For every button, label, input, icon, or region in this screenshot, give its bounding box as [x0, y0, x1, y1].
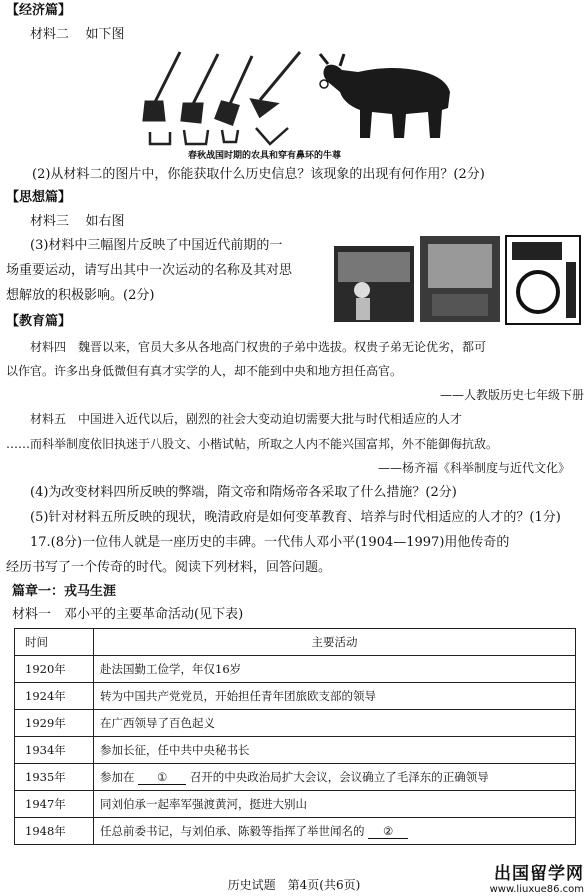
- question-3-line-3: 想解放的积极影响。(2分): [6, 288, 155, 303]
- table-row: [15, 791, 576, 818]
- material4-line-2: 以作官。许多出身低微但有真才实学的人，却不能到中央和地方担任高官。: [6, 364, 403, 378]
- question-3-line-1: (3)材料中三幅图片反映了中国近代前期的一: [30, 238, 283, 253]
- econ-heading: 【经济篇】: [6, 3, 72, 18]
- chapter-1-heading: 篇章一：戎马生涯: [12, 584, 117, 599]
- edu-heading: 【教育篇】: [6, 314, 72, 329]
- table-row: [15, 710, 576, 737]
- material5-line-1: 材料五 中国进入近代以后，剧烈的社会大变动迫切需要大批与时代相适应的人才: [30, 412, 463, 426]
- table-cell-activity: 转为中国共产党党员，开始担任青年团旅欧支部的领导: [94, 683, 576, 710]
- material4-source: ——人教版历史七年级下册: [439, 388, 584, 402]
- table-row: [15, 656, 576, 683]
- table-cell-activity: 在广西领导了百色起义: [94, 710, 576, 737]
- hoe-tool-1: [144, 52, 180, 120]
- activity-text-pre: 参加在: [100, 770, 135, 784]
- plow-tool: [252, 52, 300, 116]
- watermark-name: 出国留学网: [494, 864, 584, 884]
- ox-zun-figure: [314, 52, 464, 147]
- table-row: [15, 818, 576, 845]
- table-cell-year: 1924年: [15, 683, 94, 710]
- question-5: (5)针对材料五所反映的现状，晚清政府是如何变革教育、培养与时代相适应的人才的？(1分): [30, 510, 561, 525]
- question-17-line-2: 经历书写了一个传奇的时代。阅读下列材料，回答问题。: [6, 560, 332, 575]
- table-cell-year: 1935年: [15, 764, 94, 791]
- table-cell-year: 1947年: [15, 791, 94, 818]
- question-4: (4)为改变材料四所反映的弊端，隋文帝和隋炀帝各采取了什么措施？(2分): [30, 485, 457, 500]
- material3-text: 如右图: [85, 214, 125, 229]
- table-cell-year: 1920年: [15, 656, 94, 683]
- blank-2[interactable]: ②: [368, 824, 408, 839]
- activity-text-pre: 任总前委书记，与刘伯承、陈毅等指挥了举世闻名的: [100, 824, 365, 838]
- question-17-line-1: 17.(8分)一位伟人就是一座历史的丰碑。一代伟人邓小平(1904—1997)用他传奇的: [30, 535, 510, 550]
- table-row: [15, 764, 576, 791]
- hoe-tool-2: [182, 54, 218, 122]
- table-cell-year: 1948年: [15, 818, 94, 845]
- material1-line: 材料一 邓小平的主要革命活动(见下表): [12, 607, 244, 622]
- table-cell-activity: [94, 764, 576, 791]
- table-cell-activity: 参加长征，任中共中央秘书长: [94, 737, 576, 764]
- question-2: (2)从材料二的图片中，你能获取什么历史信息？该现象的出现有何作用？(2分): [32, 167, 485, 182]
- table-header-time: 时间: [15, 629, 94, 656]
- table-header-activity: 主要活动: [94, 629, 576, 656]
- question-3-line-2: 场重要运动，请写出其中一次运动的名称及其对思: [6, 263, 293, 278]
- table-cell-year: 1934年: [15, 737, 94, 764]
- thought-heading: 【思想篇】: [6, 190, 72, 205]
- table-header-row: [15, 629, 576, 656]
- material4-line-1: 材料四 魏晋以来，官员大多从各地高门权贵的子弟中选拔。权贵子弟无论优劣，都可: [30, 340, 487, 354]
- photo-2: [420, 236, 500, 322]
- material2-text: 如下图: [85, 27, 125, 42]
- watermark-url: www.liuxue86.com: [489, 884, 584, 895]
- material5-source: ——杨齐福《科举制度与近代文化》: [377, 461, 570, 475]
- table-row: [15, 737, 576, 764]
- spade-tool: [216, 56, 252, 124]
- material3-line: [30, 213, 125, 231]
- farm-tools-figure: [140, 44, 320, 154]
- blank-1[interactable]: ①: [138, 770, 186, 785]
- table-row: [15, 683, 576, 710]
- photo-3: [506, 236, 580, 324]
- movement-photos: [332, 228, 582, 328]
- material2-label: 材料二: [30, 27, 70, 42]
- photo-1: [334, 246, 414, 322]
- site-watermark: [490, 859, 584, 895]
- material2-line: [30, 26, 125, 44]
- page-footer: 历史试题 第4页(共6页): [227, 878, 361, 892]
- tool-heads: [150, 128, 288, 144]
- revolutionary-activities-table: [14, 628, 576, 845]
- table-cell-activity: 同刘伯承一起率军强渡黄河，挺进大别山: [94, 791, 576, 818]
- table-cell-activity: 赴法国勤工俭学，年仅16岁: [94, 656, 576, 683]
- material5-line-2: ……而科举制度依旧执迷于八股文、小楷试帖，所取之人内不能兴国富邦，外不能御侮抗敌。: [6, 437, 499, 451]
- figure-caption: 春秋战国时期的农具和穿有鼻环的牛尊: [188, 151, 342, 161]
- material3-label: 材料三: [30, 214, 70, 229]
- activity-text-post: 召开的中央政治局扩大会议，会议确立了毛泽东的正确领导: [189, 770, 489, 784]
- table-cell-activity: [94, 818, 576, 845]
- table-cell-year: 1929年: [15, 710, 94, 737]
